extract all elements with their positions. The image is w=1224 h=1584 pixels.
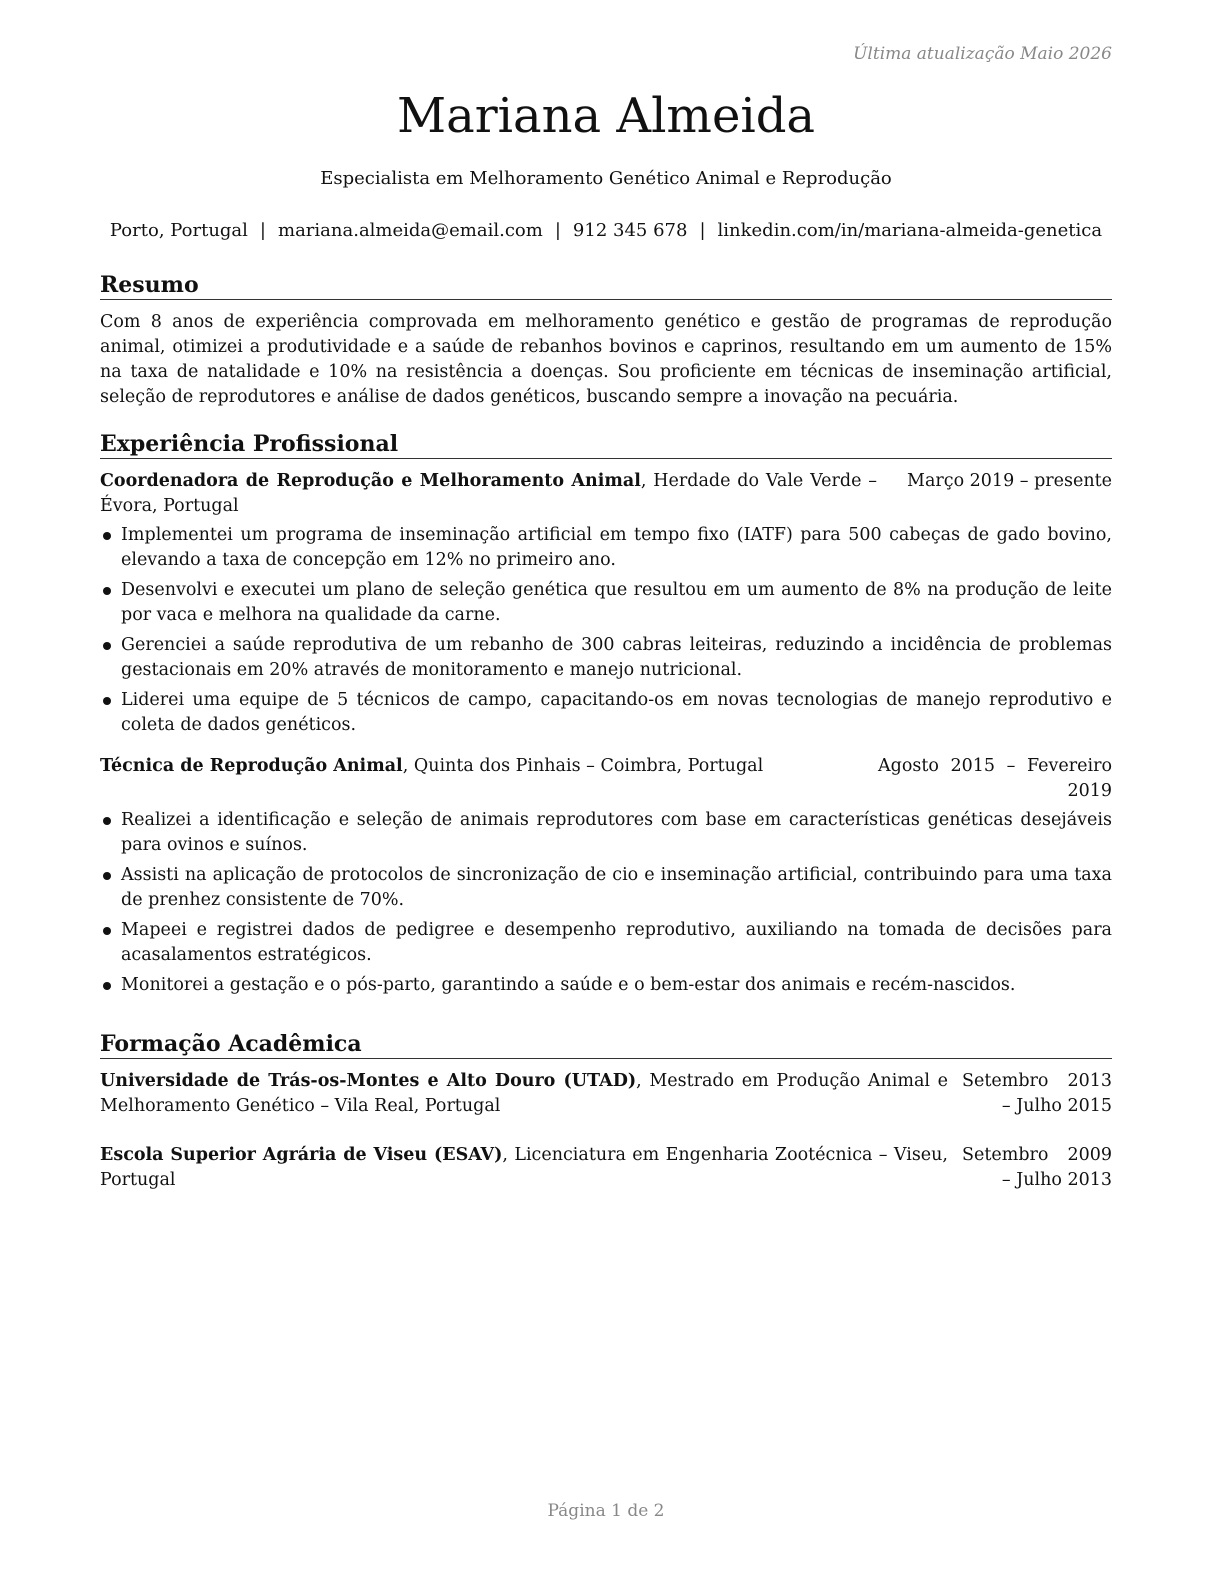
education-entry (100, 1069, 1112, 1119)
bullet-icon (103, 642, 111, 650)
contact-email[interactable]: mariana.almeida@email.com (278, 220, 543, 241)
contact-line (100, 218, 1112, 244)
job-dates: Agosto 2015 – Fevereiro 2019 (878, 756, 1112, 801)
summary-section (100, 271, 1112, 410)
experience-section (100, 430, 1112, 1014)
last-updated: Última atualização Maio 2026 (853, 44, 1112, 64)
education-entry (100, 1143, 1112, 1193)
education-title: Formação Acadêmica (100, 1030, 1112, 1059)
contact-separator: | (259, 220, 266, 241)
education-title-line (100, 1143, 962, 1193)
education-detail: , Mestrado em Produção Animal e Melhoramento Genético – Vila Real, Portugal (100, 1071, 949, 1116)
contact-phone[interactable]: 912 345 678 (572, 220, 688, 241)
bullet-icon (103, 532, 111, 540)
bullet-item (100, 578, 1112, 628)
bullet-icon (103, 817, 111, 825)
bullet-text: Monitorei a gestação e o pós-parto, garantindo a saúde e o bem-estar dos animais e recém-nascidos. (121, 975, 1016, 995)
job-entry (100, 754, 1112, 998)
education-dates: Setembro 2009 – Julho 2013 (962, 1145, 1112, 1190)
contact-separator: | (554, 220, 561, 241)
bullet-item (100, 973, 1112, 998)
bullet-text: Desenvolvi e executei um plano de seleção genética que resultou em um aumento de 8% na produção de leite por vaca e melhora na qualidade da carne. (121, 580, 1112, 625)
bullet-item (100, 808, 1112, 858)
bullet-text: Gerenciei a saúde reprodutiva de um rebanho de 300 cabras leiteiras, reduzindo a incidência de problemas gestacionais em 20% através de monitoramento e manejo nutricional. (121, 635, 1112, 680)
education-section (100, 1030, 1112, 1209)
bullet-icon (103, 587, 111, 595)
bullet-text: Realizei a identificação e seleção de animais reprodutores com base em características genéticas desejáveis para ovinos e suínos. (121, 810, 1112, 855)
job-bullets (100, 808, 1112, 998)
job-place: , Quinta dos Pinhais – Coimbra, Portugal (402, 756, 764, 776)
education-header (100, 1069, 1112, 1119)
bullet-item (100, 918, 1112, 968)
job-role: Coordenadora de Reprodução e Melhoramento Animal (100, 471, 641, 491)
candidate-name: Mariana Almeida (396, 88, 816, 144)
resume-page (100, 0, 1112, 1584)
bullet-text: Implementei um programa de inseminação artificial em tempo fixo (IATF) para 500 cabeças de gado bovino, elevando a taxa de concepção em 12% no primeiro ano. (121, 525, 1112, 570)
bullet-text: Assisti na aplicação de protocolos de sincronização de cio e inseminação artificial, contribuindo para uma taxa de prenhez consistente de 70%. (121, 865, 1112, 910)
job-place: , Herdade do Vale Verde – Évora, Portugal (100, 471, 878, 516)
candidate-subtitle: Especialista em Melhoramento Genético Animal e Reprodução (320, 168, 892, 189)
experience-title: Experiência Profissional (100, 430, 1112, 459)
contact-separator: | (699, 220, 706, 241)
bullet-item (100, 523, 1112, 573)
education-institution: Universidade de Trás-os-Montes e Alto Douro (UTAD) (100, 1071, 637, 1091)
job-title-line (100, 754, 878, 779)
bullet-icon (103, 872, 111, 880)
bullet-item (100, 633, 1112, 683)
education-detail: , Licenciatura em Engenharia Zootécnica – Viseu, Portugal (100, 1145, 948, 1190)
job-header (100, 754, 1112, 804)
bullet-icon (103, 982, 111, 990)
education-header (100, 1143, 1112, 1193)
job-header (100, 469, 1112, 519)
bullet-item (100, 863, 1112, 913)
bullet-text: Mapeei e registrei dados de pedigree e desempenho reprodutivo, auxiliando na tomada de decisões para acasalamentos estratégicos. (121, 920, 1112, 965)
education-institution: Escola Superior Agrária de Viseu (ESAV) (100, 1145, 503, 1165)
education-dates: Setembro 2013 – Julho 2015 (962, 1071, 1112, 1116)
bullet-item (100, 688, 1112, 738)
bullet-icon (103, 697, 111, 705)
job-role: Técnica de Reprodução Animal (100, 756, 403, 776)
job-entry (100, 469, 1112, 738)
summary-title: Resumo (100, 271, 1112, 300)
job-bullets (100, 523, 1112, 738)
contact-location: Porto, Portugal (109, 220, 248, 241)
job-dates: Março 2019 – presente (907, 471, 1112, 491)
job-title-line (100, 469, 907, 519)
summary-text: Com 8 anos de experiência comprovada em melhoramento genético e gestão de programas de reprodução animal, otimizei a produtividade e a saúde de rebanhos bovinos e caprinos, resultando em um aumento de 15% na taxa de natalidade e 10% na resistência a doenças. Sou proficiente em técnicas de inseminação artificial, seleção de reprodutores e análise de dados genéticos, buscando sempre a inovação na pecuária. (100, 312, 1112, 407)
page-number: Página 1 de 2 (547, 1501, 665, 1521)
bullet-icon (103, 927, 111, 935)
contact-linkedin[interactable]: linkedin.com/in/mariana-almeida-genetica (717, 220, 1103, 241)
bullet-text: Liderei uma equipe de 5 técnicos de campo, capacitando-os em novas tecnologias de manejo reprodutivo e coleta de dados genéticos. (121, 690, 1112, 735)
education-title-line (100, 1069, 962, 1119)
